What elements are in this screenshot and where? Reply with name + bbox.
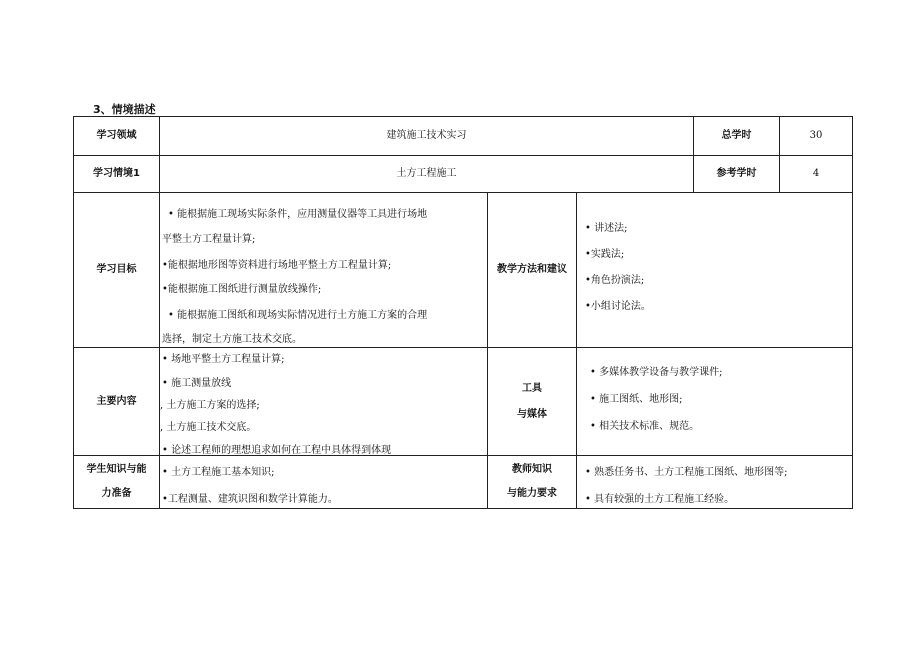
list-item: • 熟悉任务书、土方工程施工图纸、地形图等;	[585, 467, 788, 478]
table-divider	[73, 347, 853, 348]
reference-hours-value: 4	[812, 168, 820, 179]
table-divider	[73, 192, 853, 193]
student-prep-label-line: 学生知识与能	[86, 464, 147, 475]
list-item: •角色扮演法;	[585, 275, 645, 286]
tools-label-line: 工具	[522, 382, 542, 394]
field-label	[74, 156, 159, 192]
tools-label-line: 与媒体	[517, 408, 547, 420]
field-label: 学习领域	[96, 130, 137, 141]
field-label: 学习目标	[96, 264, 137, 275]
field-label: 主要内容	[96, 395, 137, 407]
list-item: • 施工图纸、地形图;	[590, 394, 683, 405]
list-item: , 土方施工方案的选择;	[160, 400, 260, 411]
list-item: • 相关技术标准、规范。	[590, 421, 700, 432]
student-prep-label	[74, 456, 159, 508]
list-item: • 施工测量放线	[162, 378, 232, 389]
list-item: 平整土方工程量计算;	[162, 234, 256, 245]
list-item: 选择，制定土方施工技术交底。	[162, 334, 302, 345]
list-item: •能根据施工图纸进行测量放线操作;	[162, 284, 322, 295]
list-item: •工程测量、建筑识图和数学计算能力。	[162, 494, 338, 505]
list-item: , 土方施工技术交底。	[160, 422, 257, 433]
list-item: •能根据地形图等资料进行场地平整土方工程量计算;	[162, 260, 392, 271]
list-item: • 土方工程施工基本知识;	[162, 467, 275, 478]
list-item: • 多媒体教学设备与教学课件;	[590, 367, 723, 378]
learning-situation-label: 学习情境1	[93, 168, 140, 179]
teacher-req-label	[488, 456, 576, 508]
student-prep-label-line: 力准备	[101, 488, 132, 499]
list-item: • 场地平整土方工程量计算;	[162, 354, 285, 365]
total-hours-value: 30	[809, 130, 823, 141]
list-item: • 能根据施工图纸和现场实际情况进行土方施工方案的合理	[168, 310, 428, 321]
reference-hours-label: 参考学时	[716, 168, 757, 179]
table-border-bottom	[73, 508, 853, 509]
method-label: 教学方法和建议	[497, 264, 567, 275]
list-item: • 论述工程师的理想追求如何在工程中具体得到体现	[162, 445, 392, 456]
section-heading: 3、情境描述	[93, 103, 156, 116]
table-divider	[576, 192, 577, 509]
field-value: 建筑施工技术实习	[386, 130, 467, 141]
list-item: • 具有较强的土方工程施工经验。	[585, 494, 735, 505]
field-value: 土方工程施工	[396, 168, 457, 179]
list-item: •实践法;	[585, 249, 625, 260]
teacher-req-label-line: 与能力要求	[507, 488, 557, 499]
list-item: • 讲述法;	[585, 223, 628, 234]
tools-label	[488, 348, 576, 455]
table-border-right	[852, 116, 853, 509]
list-item: •小组讨论法。	[585, 301, 651, 312]
total-hours-label: 总学时	[721, 130, 752, 141]
teacher-req-label-line: 教师知识	[512, 464, 552, 475]
list-item: • 能根据施工现场实际条件，应用测量仪器等工具进行场地	[168, 209, 428, 220]
